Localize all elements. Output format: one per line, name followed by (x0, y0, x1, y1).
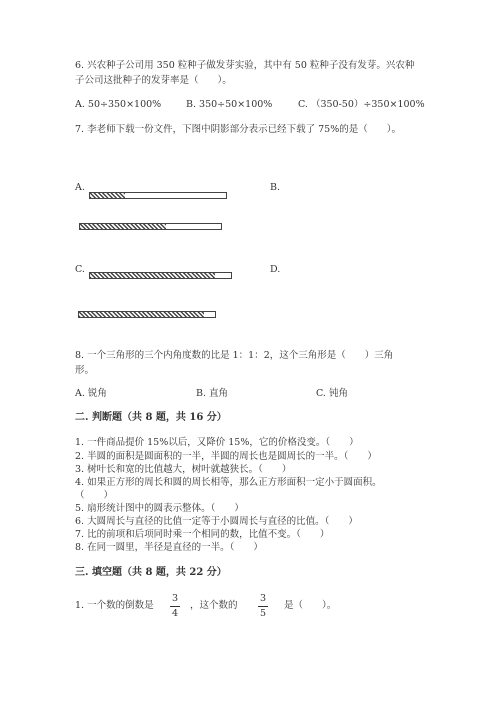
q7-option-b-bar (79, 223, 222, 230)
judge-item-5: 5. 扇形统计图中的圆表示整体。（ ） (75, 503, 244, 514)
q6-line1: 6. 兴农种子公司用 350 粒种子做发芽实验，其中有 50 粒种子没有发芽。兴农种 (75, 60, 415, 71)
judge-item-8: 8. 在同一圆里，半径是直径的一半。（ ） (75, 542, 263, 553)
section3-heading: 三. 填空题（共 8 题，共 22 分） (75, 567, 227, 578)
fraction-2-denominator: 5 (259, 608, 267, 619)
fraction-1-denominator: 4 (171, 608, 179, 619)
judge-item-7: 7. 比的前项和后项同时乘一个相同的数，比值不变。（ ） (75, 529, 330, 540)
q6-option-b[interactable]: B. 350÷50×100% (186, 99, 273, 110)
q7-option-d-label[interactable]: D. (270, 264, 281, 275)
section2-heading: 二. 判断题（共 8 题，共 16 分） (75, 412, 227, 423)
q7-option-a-label[interactable]: A. (75, 182, 85, 193)
fraction-2-bar (258, 606, 268, 607)
q8-option-c[interactable]: C. 钝角 (316, 388, 348, 399)
judge-item-4-cont: （ ） (75, 490, 114, 501)
q7-option-b-fill (80, 224, 166, 229)
fill-q1-fraction-2 (256, 593, 270, 620)
fraction-1-bar (170, 606, 180, 607)
q6-line2: 子公司这批种子的发芽率是（ ）。 (75, 75, 232, 86)
q7-option-a-bar (89, 192, 227, 199)
q8-option-b[interactable]: B. 直角 (196, 388, 229, 399)
q7-option-c-bar (89, 272, 232, 279)
q7-option-b-label[interactable]: B. (270, 182, 281, 193)
judge-item-2: 2. 半圆的面积是圆面积的一半，半圆的周长也是圆周长的一半。（ ） (75, 451, 377, 462)
fill-q1-middle: ，这个数的 (190, 600, 238, 611)
judge-item-3: 3. 树叶长和宽的比值越大，树叶就越狭长。（ ） (75, 464, 292, 475)
judge-item-4: 4. 如果正方形的周长和圆的周长相等，那么正方形面积一定小于圆面积。 (75, 477, 382, 488)
fill-q1-suffix: 是（ ）。 (284, 600, 337, 611)
q7-option-d-fill (79, 312, 204, 317)
q7-text: 7. 李老师下载一份文件，下图中阴影部分表示已经下载了 75%的是（ ）。 (75, 124, 401, 135)
judge-item-1: 1. 一件商品提价 15%以后，又降价 15%，它的价格没变。（ ） (75, 437, 359, 448)
fraction-1-numerator: 3 (171, 593, 179, 604)
q7-option-c-label[interactable]: C. (75, 264, 85, 275)
fill-q1-fraction-1 (168, 593, 182, 620)
fraction-2-numerator: 3 (259, 593, 267, 604)
q6-option-c[interactable]: C. （350-50）÷350×100% (298, 99, 425, 110)
q8-line2: 形。 (75, 365, 95, 376)
judge-item-6: 6. 大圆周长与直径的比值一定等于小圆周长与直径的比值。（ ） (75, 516, 358, 527)
q8-line1: 8. 一个三角形的三个内角度数的比是 1：1：2，这个三角形是（ ）三角 (75, 350, 394, 361)
q6-option-a[interactable]: A. 50÷350×100% (75, 99, 162, 110)
q7-option-d-bar (78, 311, 216, 318)
q7-option-a-fill (90, 193, 125, 198)
q7-option-c-fill (90, 273, 215, 278)
q8-option-a[interactable]: A. 锐角 (75, 388, 107, 399)
fill-q1-prefix: 1. 一个数的倒数是 (75, 600, 154, 611)
